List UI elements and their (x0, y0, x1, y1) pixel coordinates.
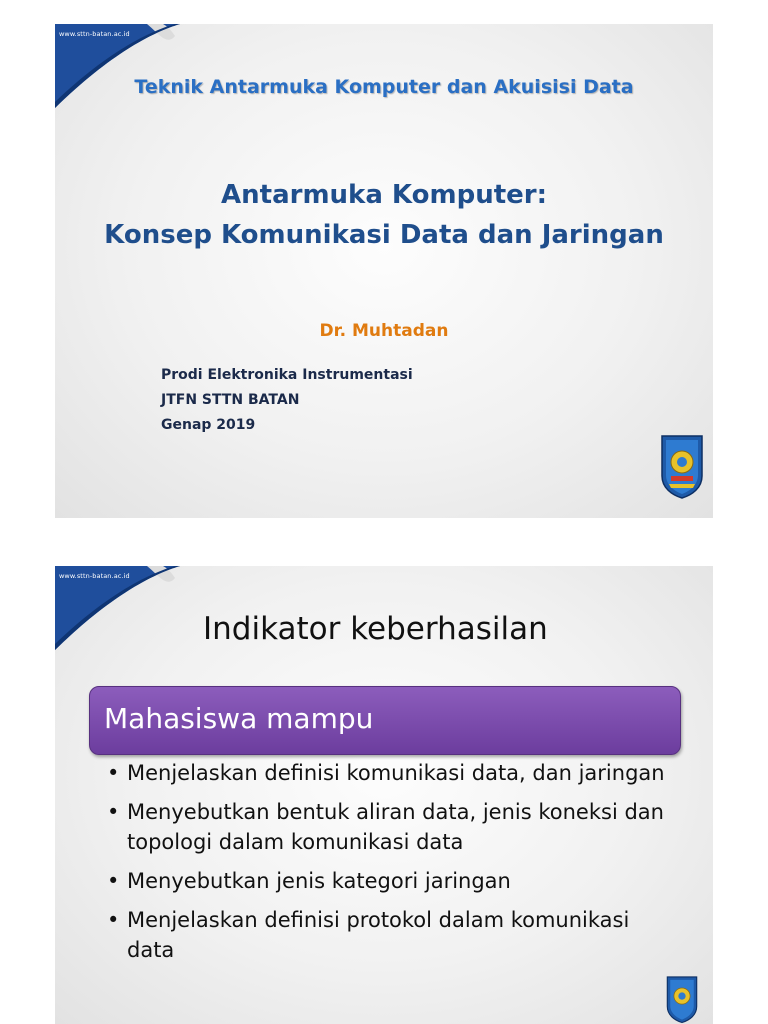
course-title: Teknik Antarmuka Komputer dan Akuisisi Data (134, 76, 634, 98)
site-url: www.sttn-batan.ac.id (59, 572, 130, 580)
list-item: • Menjelaskan definisi komunikasi data, dan jaringan (107, 758, 667, 788)
site-url: www.sttn-batan.ac.id (59, 30, 130, 38)
slide-title-line2: Konsep Komunikasi Data dan Jaringan (104, 220, 664, 250)
list-item: • Menjelaskan definisi protokol dalam komunikasi data (107, 905, 667, 965)
slide-title-line1: Antarmuka Komputer: (221, 180, 547, 210)
objectives-list (107, 758, 667, 974)
heading-box-label: Mahasiswa mampu (104, 702, 374, 735)
list-item: • Menyebutkan jenis kategori jaringan (107, 866, 667, 896)
author-name: Dr. Muhtadan (319, 321, 449, 341)
title-slide (55, 24, 713, 518)
list-item: • Menyebutkan bentuk aliran data, jenis koneksi dan topologi dalam komunikasi data (107, 797, 667, 857)
semester: Genap 2019 (161, 417, 256, 433)
objectives-slide (55, 566, 713, 1024)
heading-box (89, 686, 681, 755)
program-name: Prodi Elektronika Instrumentasi (161, 367, 413, 383)
sttn-batan-logo-icon (659, 432, 705, 500)
slide-title: Indikator keberhasilan (203, 611, 548, 647)
department-name: JTFN STTN BATAN (161, 392, 300, 408)
sttn-batan-logo-icon (659, 974, 705, 1024)
